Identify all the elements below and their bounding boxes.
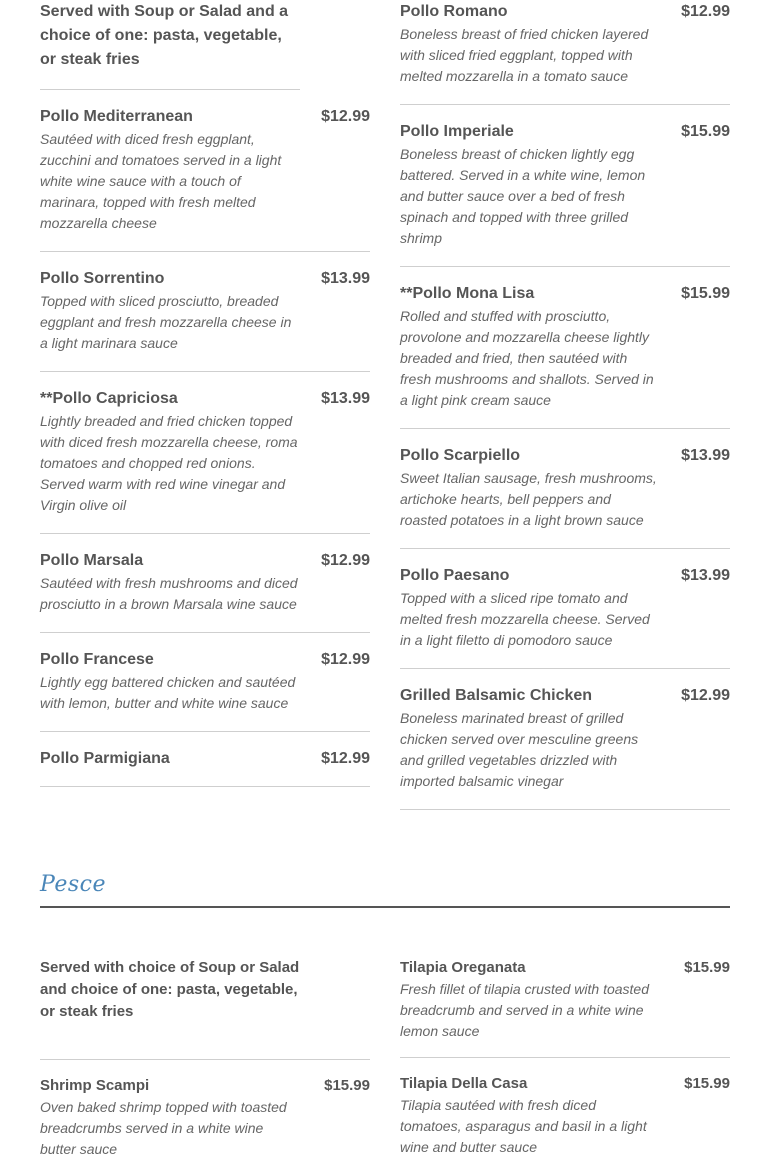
item-price: $13.99	[681, 447, 730, 464]
item-name: Tilapia Oreganata	[400, 959, 526, 976]
item-price: $12.99	[321, 651, 370, 668]
item-description: Oven baked shrimp topped with toasted breadcrumbs served in a white wine butter sauce	[40, 1099, 287, 1157]
item-price: $12.99	[681, 687, 730, 704]
item-description: Rolled and stuffed with prosciutto, provolone and mozzarella cheese lightly breaded and fried, then sautéed with fresh mushrooms and shallots. Served in a light pink cream sauce	[400, 308, 654, 408]
item-description: Sautéed with diced fresh eggplant, zucchini and tomatoes served in a light white wine sauce with a touch of marinara, topped with fresh melted mozzarella cheese	[40, 131, 282, 231]
menu-item	[400, 1073, 730, 1158]
section-title: Pesce	[40, 872, 106, 897]
item-description: Boneless breast of chicken lightly egg battered. Served in a white wine, lemon and butter sauce over a bed of fresh spinach and topped with three grilled shrimp	[400, 146, 646, 246]
item-name: Pollo Paesano	[400, 567, 510, 584]
item-name: Shrimp Scampi	[40, 1077, 150, 1094]
menu-item	[400, 549, 730, 669]
item-description: Topped with a sliced ripe tomato and melted fresh mozzarella cheese. Served in a light filetto di pomodoro sauce	[400, 590, 650, 648]
item-name: Pollo Marsala	[40, 552, 144, 569]
item-description: Topped with sliced prosciutto, breaded eggplant and fresh mozzarella cheese in a light marinara sauce	[40, 293, 292, 351]
item-name: **Pollo Capriciosa	[40, 390, 178, 407]
item-price: $12.99	[321, 552, 370, 569]
item-description: Sweet Italian sausage, fresh mushrooms, artichoke hearts, bell peppers and roasted potatoes in a light brown sauce	[400, 470, 657, 528]
menu-item	[40, 1075, 370, 1160]
item-name: **Pollo Mona Lisa	[400, 285, 535, 302]
item-name: Pollo Sorrentino	[40, 270, 165, 287]
item-description: Boneless breast of fried chicken layered with sliced fried eggplant, topped with melted mozzarella in a tomato sauce	[400, 26, 649, 84]
menu-item	[40, 534, 370, 633]
item-price: $12.99	[321, 750, 370, 767]
pesce-intro: Served with choice of Soup or Salad and choice of one: pasta, vegetable, or steak fries	[40, 959, 300, 1020]
item-description: Fresh fillet of tilapia crusted with toasted breadcrumb and served in a white wine lemon sauce	[400, 981, 650, 1039]
item-price: $12.99	[681, 3, 730, 20]
item-name: Tilapia Della Casa	[400, 1075, 528, 1092]
menu-item	[400, 105, 730, 267]
menu-item	[400, 267, 730, 429]
menu-item	[40, 633, 370, 732]
menu-item	[400, 669, 730, 810]
item-price: $12.99	[321, 108, 370, 125]
item-price: $15.99	[324, 1077, 370, 1094]
item-description: Tilapia sautéed with fresh diced tomatoes, asparagus and basil in a light wine and butter sauce	[400, 1097, 647, 1155]
section-heading-pesce	[40, 872, 730, 908]
pollo-left-column	[40, 0, 370, 787]
item-price: $15.99	[681, 123, 730, 140]
item-description: Sautéed with fresh mushrooms and diced prosciutto in a brown Marsala wine sauce	[40, 575, 298, 612]
pollo-intro: Served with Soup or Salad and a choice of one: pasta, vegetable, or steak fries	[40, 0, 300, 90]
menu-item	[40, 372, 370, 534]
item-name: Pollo Francese	[40, 651, 154, 668]
menu-item	[400, 1, 730, 105]
divider	[400, 1057, 730, 1058]
item-name: Pollo Imperiale	[400, 123, 514, 140]
menu-item	[40, 732, 370, 787]
item-price: $15.99	[684, 959, 730, 976]
item-description: Boneless marinated breast of grilled chicken served over mesculine greens and grilled vegetables drizzled with imported balsamic vinegar	[400, 710, 639, 789]
item-price: $15.99	[684, 1075, 730, 1092]
item-description: Lightly egg battered chicken and sautéed with lemon, butter and white wine sauce	[40, 674, 296, 711]
menu-item	[40, 90, 370, 252]
item-description: Lightly breaded and fried chicken topped with diced fresh mozzarella cheese, roma tomatoes and chopped red onions. Served warm with red wine vinegar and Virgin olive oil	[40, 413, 298, 513]
menu-item	[40, 252, 370, 372]
item-name: Pollo Parmigiana	[40, 750, 170, 767]
item-name: Pollo Scarpiello	[400, 447, 521, 464]
menu-item	[400, 429, 730, 549]
pollo-right-column	[400, 1, 730, 810]
item-price: $13.99	[321, 270, 370, 287]
menu-item	[400, 957, 730, 1042]
item-name: Pollo Romano	[400, 3, 508, 20]
item-name: Grilled Balsamic Chicken	[400, 687, 593, 704]
divider	[40, 1059, 370, 1060]
item-price: $15.99	[681, 285, 730, 302]
item-name: Pollo Mediterranean	[40, 108, 193, 125]
item-price: $13.99	[321, 390, 370, 407]
item-price: $13.99	[681, 567, 730, 584]
